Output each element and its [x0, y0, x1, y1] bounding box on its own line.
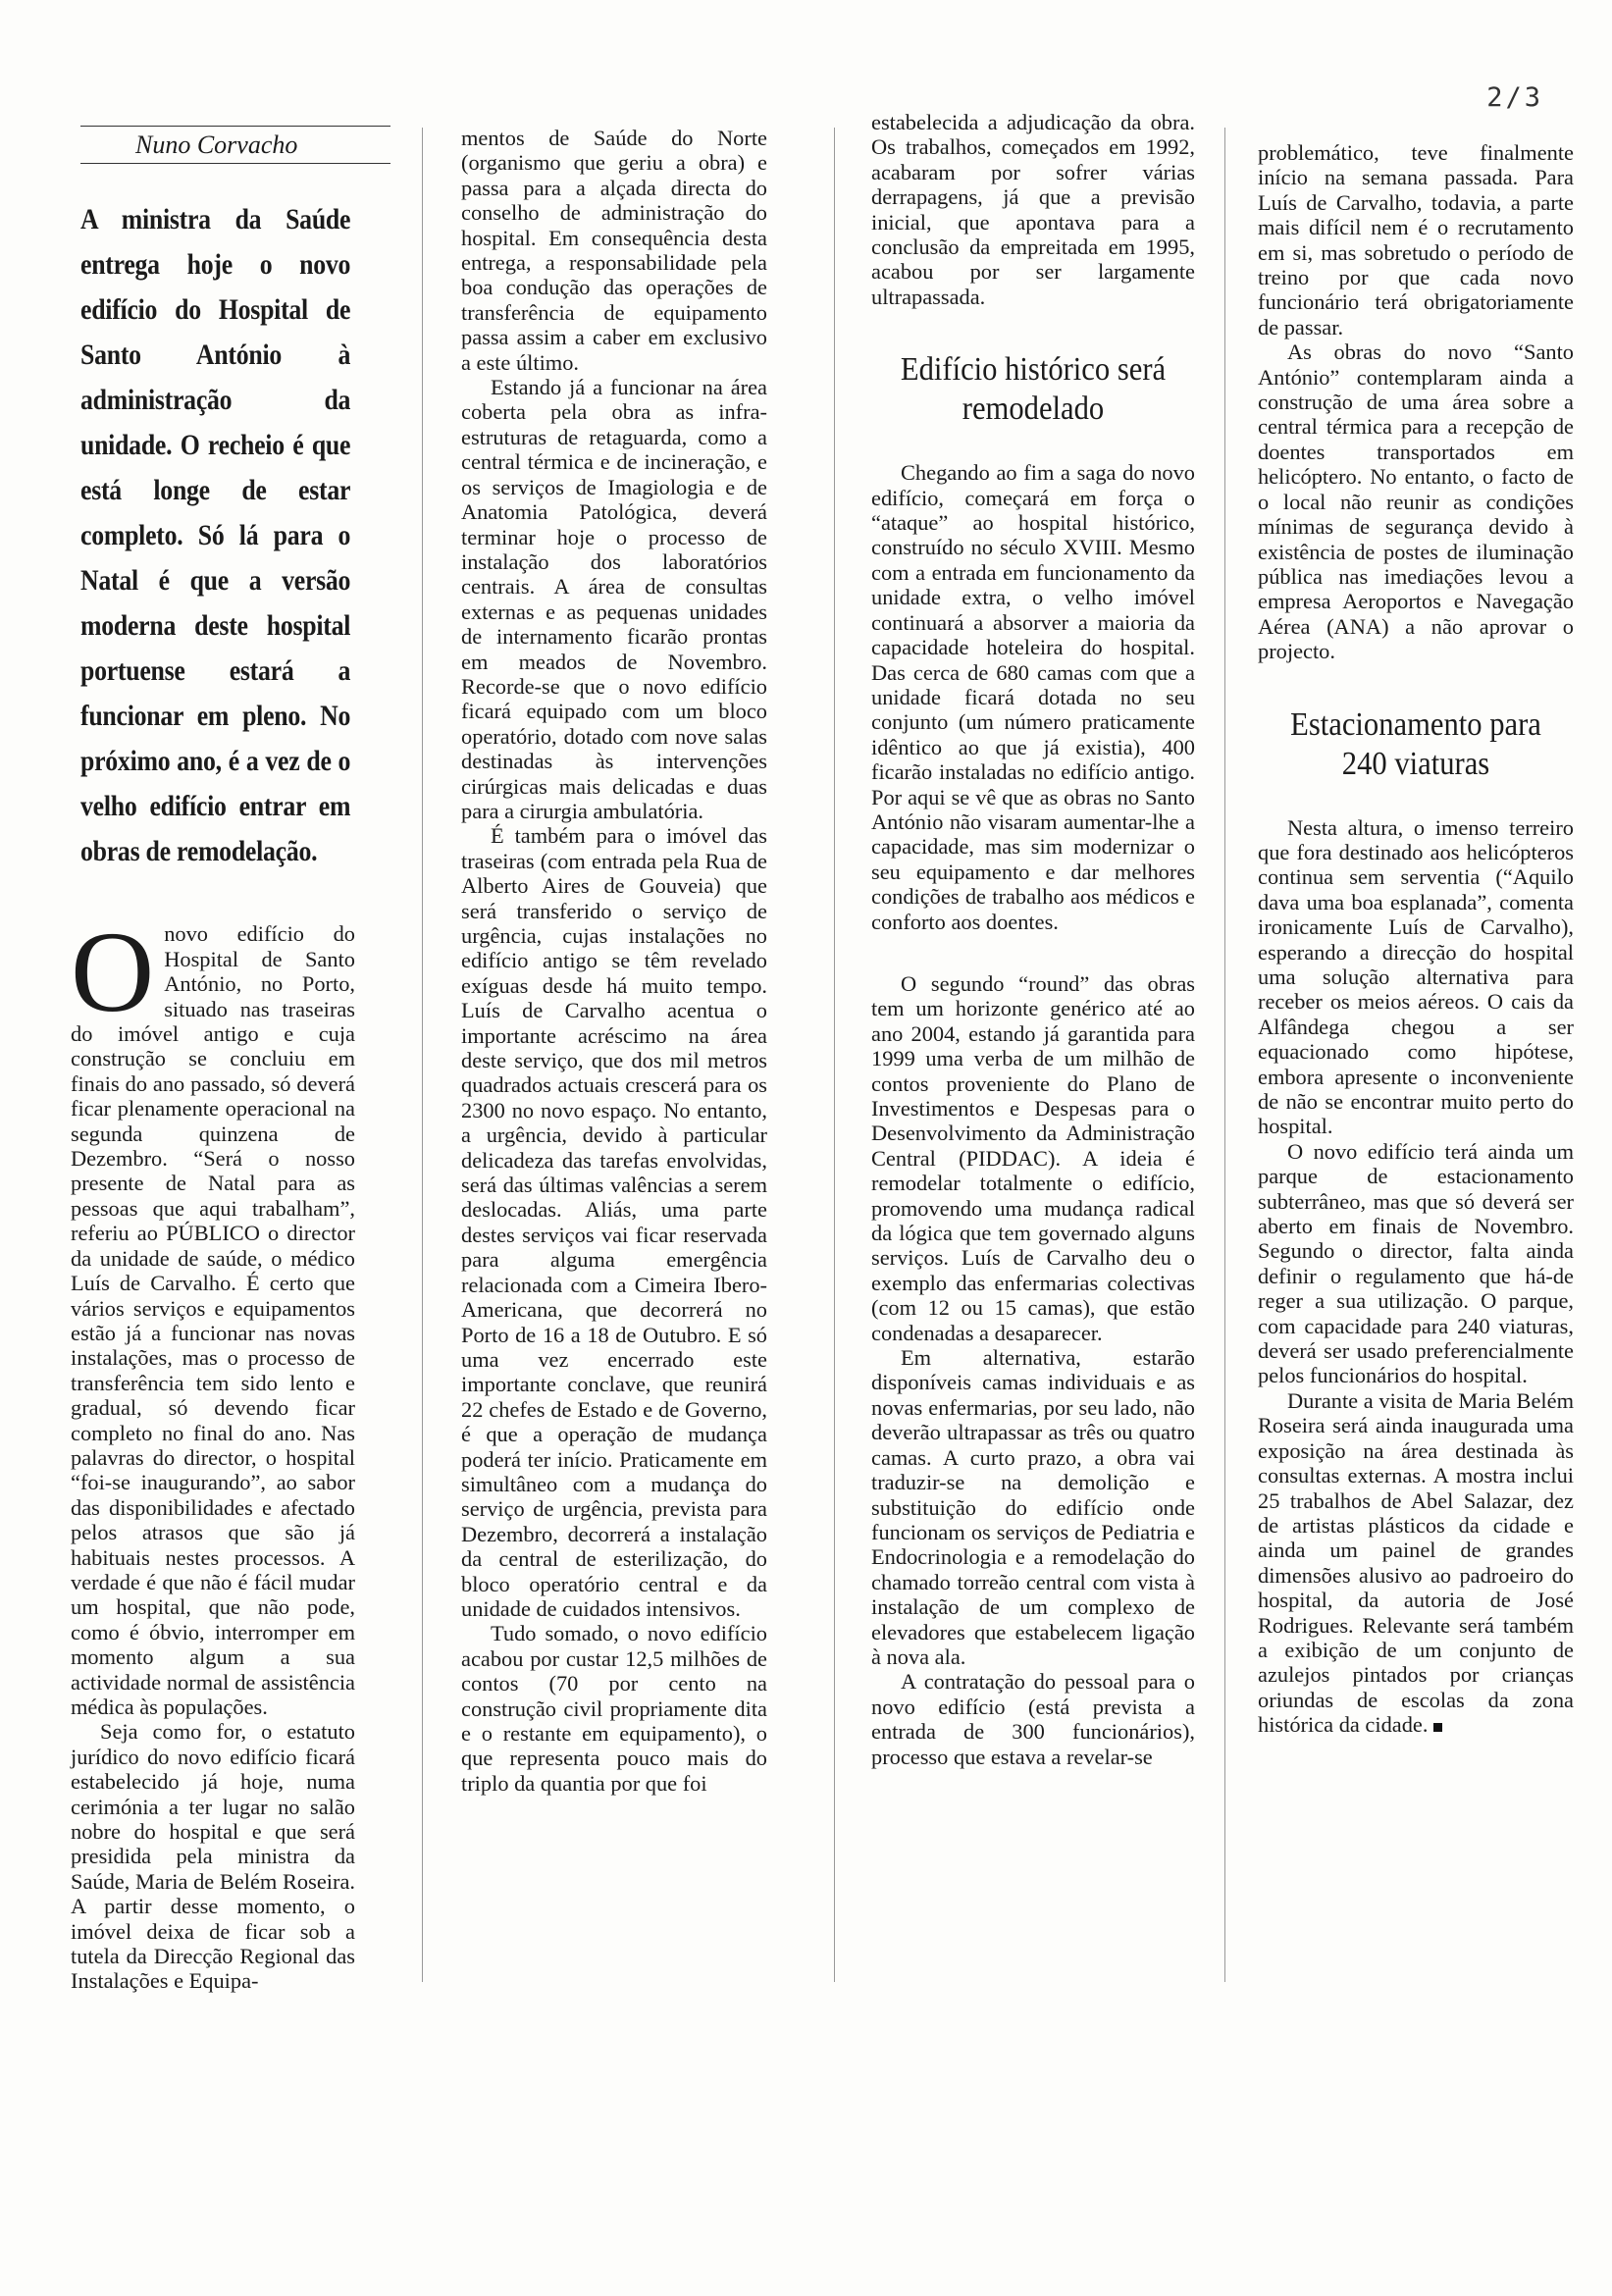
body-paragraph: estabelecida a adjudicação da obra. Os trabalhos, começados em 1992, acabaram por sofrer várias derrapagens, já que a previsão inicial, que apontava para a conclusão da empreitada em 1995, acabou por ser largamente ultrapassada.	[871, 110, 1195, 309]
body-paragraph: Tudo somado, o novo edifício acabou por custar 12,5 milhões de contos (70 por cento na construção civil propriamente dita e o restante em equipamento), o que representa pouco mais do triplo da quantia por que foi	[461, 1621, 767, 1796]
section-heading: Estacionamento para 240 viaturas	[1290, 705, 1541, 782]
column-1	[71, 126, 355, 1994]
body-paragraph: Nesta altura, o imenso terreiro que fora destinado aos helicópteros continua sem serventia (“Aquilo dava uma boa esplanada”, comenta ironicamente Luís de Carvalho), esperando a direcção do hospital uma solução alternativa para receber os meios aéreos. O cais da Alfândega chegou a ser equacionado como hipótese, embora apresente o inconveniente de não se encontrar muito perto do hospital.	[1258, 814, 1574, 1139]
body-paragraph: As obras do novo “Santo António” contemplaram ainda a construção de uma área sobre a central térmica para a recepção de doentes transportados em helicóptero. No entanto, o facto de o local não reunir as condições mínimas de segurança devido à existência de postes de iluminação pública nas imediações levou a empresa Aeroportos e Navegação Aérea (ANA) a não aprovar o projecto.	[1258, 339, 1574, 664]
column-rule	[834, 128, 835, 1982]
section-heading: Edifício histórico será remodelado	[900, 351, 1167, 428]
drop-cap: O	[71, 908, 155, 1037]
body-paragraph: mentos de Saúde do Norte (organismo que geriu a obra) e passa para a alçada directa do conselho de administração do hospital. Em consequência desta entrega, a responsabilidade pela boa condução das operações de transferência de equipamento passa assim a caber em exclusivo a este último.	[461, 126, 767, 375]
body-paragraph: A contratação do pessoal para o novo edifício (está prevista a entrada de 300 funcionários), processo que estava a revelar-se	[871, 1669, 1195, 1769]
column-rule	[1224, 128, 1225, 1982]
column-4	[1258, 140, 1574, 1738]
body-paragraph	[71, 908, 355, 1719]
body-paragraph: Seja como for, o estatuto jurídico do novo edifício ficará estabelecido já hoje, numa cerimónia a ter lugar no salão nobre do hospital e que será presidida pela ministra da Saúde, Maria de Belém Roseira. A partir desse momento, o imóvel deixa de ficar sob a tutela da Direcção Regional das Instalações e Equipa-	[71, 1719, 355, 1994]
body-paragraph	[1258, 1388, 1574, 1738]
end-of-article-mark	[1433, 1723, 1442, 1732]
byline: Nuno Corvacho	[80, 126, 390, 164]
body-text: Durante a visita de Maria Belém Roseira será ainda inaugurada uma exposição na área destinada às consultas externas. A mostra inclui 25 trabalhos de Abel Salazar, dez de artistas plásticos da cidade e ainda um painel de grandes dimensões alusivo ao padroeiro do hospital, da autoria de José Rodrigues. Relevante será também a exibição de um conjunto de azulejos pintados por crianças oriundas de escolas da zona histórica da cidade.	[1258, 1387, 1574, 1738]
body-paragraph: problemático, teve finalmente início na semana passada. Para Luís de Carvalho, todavia, a parte mais difícil nem é o recrutamento em si, mas sobretudo o período de treino por que cada novo funcionário terá obrigatoriamente de passar.	[1258, 140, 1574, 339]
body-paragraph: É também para o imóvel das traseiras (com entrada pela Rua de Alberto Aires de Gouveia) que será transferido o serviço de urgência, cujas instalações no edifício antigo se têm revelado exíguas desde há muito tempo. Luís de Carvalho acentua o importante acréscimo na área deste serviço, que dos mil metros quadrados actuais crescerá para os 2300 no novo espaço. No entanto, a urgência, devido à particular delicadeza das tarefas envolvidas, será das últimas valências a serem deslocadas. Aliás, uma parte destes serviços vai ficar reservada para alguma emergência relacionada com a Cimeira Ibero-Americana, que decorrerá no Porto de 16 a 18 de Outubro. E só uma vez encerrado este importante conclave, que reunirá 22 chefes de Estado e de Governo, é que a operação de mudança poderá ter início. Praticamente em simultâneo com a mudança do serviço de urgência, prevista para Dezembro, decorrerá a instalação da central de esterilização, do bloco operatório central e da unidade de cuidados intensivos.	[461, 823, 767, 1621]
column-3	[871, 110, 1195, 1769]
page-number: 2/3	[1486, 82, 1543, 113]
column-rule	[422, 128, 423, 1982]
section-gap	[871, 934, 1195, 971]
body-paragraph: O segundo “round” das obras tem um horizonte genérico até ao ano 2004, estando já garantida para 1999 uma verba de um milhão de contos proveniente do Plano de Investimentos e Despesas para o Desenvolvimento da Administração Central (PIDDAC). A ideia é remodelar totalmente o edifício, promovendo uma mudança radical da lógica que tem governado alguns serviços. Luís de Carvalho deu o exemplo das enfermarias colectivas (com 12 ou 15 camas), que estão condenadas a desaparecer.	[871, 970, 1195, 1345]
body-text: novo edifício do Hospital de Santo António, no Porto, situado nas traseiras do imóvel antigo e cuja construção se concluiu em finais do ano passado, só deverá ficar plenamente operacional na segunda quinzena de Dezembro. “Será o nosso presente de Natal para as pessoas que aqui trabalham”, referiu ao PÚBLICO o director da unidade de saúde, o médico Luís de Carvalho. É certo que vários serviços e equipamentos estão já a funcionar nas novas instalações, mas o processo de transferência tem sido lento e gradual, só devendo ficar completo no final do ano. Nas palavras do director, o hospital “foi-se inaugurando”, ao sabor das disponibilidades e afectado pelos atrasos que são já habituais nestes processos. A verdade é que não é fácil mudar um hospital, que não pode, como é óbvio, interromper em momento algum a sua actividade normal de assistência médica às populações.	[71, 921, 355, 1719]
body-paragraph: Em alternativa, estarão disponíveis camas individuais e as novas enfermarias, por seu lado, não deverão ultrapassar as três ou quatro camas. A curto prazo, a obra vai traduzir-se na demolição e substituição do edifício onde funcionam os serviços de Pediatria e Endocrinologia e a remodelação do chamado torreão central com vista à instalação de um complexo de elevadores que estabelecem ligação à nova ala.	[871, 1345, 1195, 1669]
body-paragraph: Chegando ao fim a saga do novo edifício, começará em força o “ataque” ao hospital histórico, construído no século XVIII. Mesmo com a entrada em funcionamento da unidade extra, o velho imóvel continuará a absorver a maioria da capacidade hoteleira do hospital. Das cerca de 680 camas com que a unidade ficará dotada no seu conjunto (um número praticamente idêntico ao que já existia), 400 ficarão instaladas no edifício antigo. Por aqui se vê que as obras no Santo António não visaram aumentar-lhe a capacidade, mas sim modernizar o seu equipamento e dar melhores condições de trabalho aos médicos e conforto aos doentes.	[871, 460, 1195, 934]
column-2	[461, 126, 767, 1796]
body-paragraph: O novo edifício terá ainda um parque de estacionamento subterrâneo, mas que só deverá ser aberto em finais de Novembro. Segundo o director, falta ainda definir o regulamento que há-de reger a sua utilização. O parque, com capacidade para 240 viaturas, deverá ser usado preferencialmente pelos funcionários do hospital.	[1258, 1138, 1574, 1388]
body-paragraph: Estando já a funcionar na área coberta pela obra as infra-estruturas de retaguarda, como a central térmica e de incineração, e os serviços de Imagiologia e de Anatomia Patológica, deverá terminar hoje o processo de instalação dos laboratórios centrais. A área de consultas externas e as pequenas unidades de internamento ficarão prontas em meados de Novembro. Recorde-se que o novo edifício ficará equipado com um bloco operatório, dotado com nove salas destinadas às intervenções cirúrgicas mais delicadas e duas para a cirurgia ambulatória.	[461, 375, 767, 823]
lead-paragraph: A ministra da Saúde entrega hoje o novo edifício do Hospital de Santo António à administração da unidade. O recheio é que está longe de estar completo. Só lá para o Natal é que a versão moderna deste hospital portuense estará a funcionar em pleno. No próximo ano, é a vez de o velho edifício entrar em obras de remodelação.	[80, 203, 351, 868]
